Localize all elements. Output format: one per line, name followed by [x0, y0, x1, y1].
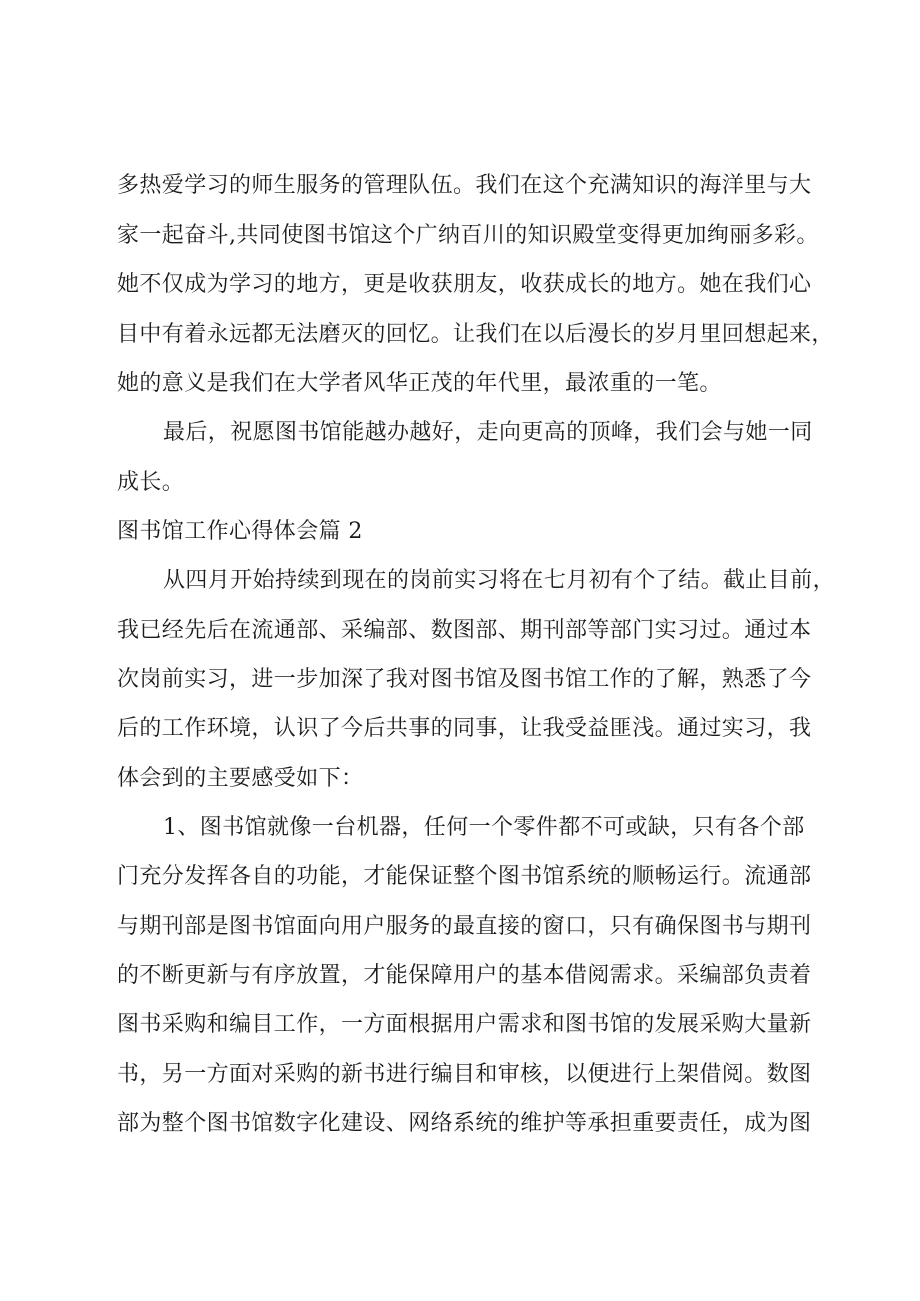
paragraph-line: 门充分发挥各自的功能，才能保证整个图书馆系统的顺畅运行。流通部	[117, 864, 812, 889]
paragraph-line: 从四月开始持续到现在的岗前实习将在七月初有个了结。截止目前，	[163, 568, 836, 593]
paragraph-line: 最后，祝愿图书馆能越办越好，走向更高的顶峰，我们会与她一同	[163, 420, 813, 445]
paragraph-line: 后的工作环境，认识了今后共事的同事，让我受益匪浅。通过实习，我	[117, 716, 812, 741]
paragraph-line: 多热爱学习的师生服务的管理队伍。我们在这个充满知识的海洋里与大	[117, 173, 812, 198]
paragraph-line: 她的意义是我们在大学者风华正茂的年代里，最浓重的一笔。	[117, 371, 722, 396]
paragraph-line: 成长。	[117, 470, 185, 495]
paragraph-line: 家一起奋斗,共同使图书馆这个广纳百川的知识殿堂变得更加绚丽多彩。	[117, 223, 819, 248]
paragraph-line: 1、图书馆就像一台机器，任何一个零件都不可或缺，只有各个部	[163, 815, 805, 840]
section-heading: 图书馆工作心得体会篇 2	[117, 519, 363, 544]
paragraph-line: 体会到的主要感受如下：	[117, 766, 364, 791]
paragraph-line: 次岗前实习，进一步加深了我对图书馆及图书馆工作的了解，熟悉了今	[117, 667, 812, 692]
paragraph-line: 目中有着永远都无法磨灭的回忆。让我们在以后漫长的岁月里回想起来，	[117, 322, 834, 347]
paragraph-line: 部为整个图书馆数字化建设、网络系统的维护等承担重要责任，成为图	[117, 1111, 812, 1136]
paragraph-line: 书，另一方面对采购的新书进行编目和审核，以便进行上架借阅。数图	[117, 1062, 812, 1087]
paragraph-line: 我已经先后在流通部、采编部、数图部、期刊部等部门实习过。通过本	[117, 618, 812, 643]
paragraph-line: 的不断更新与有序放置，才能保障用户的基本借阅需求。采编部负责着	[117, 963, 812, 988]
paragraph-line: 她不仅成为学习的地方，更是收获朋友，收获成长的地方。她在我们心	[117, 272, 812, 297]
paragraph-line: 图书采购和编目工作，一方面根据用户需求和图书馆的发展采购大量新	[117, 1012, 812, 1037]
paragraph-line: 与期刊部是图书馆面向用户服务的最直接的窗口，只有确保图书与期刊	[117, 914, 812, 939]
